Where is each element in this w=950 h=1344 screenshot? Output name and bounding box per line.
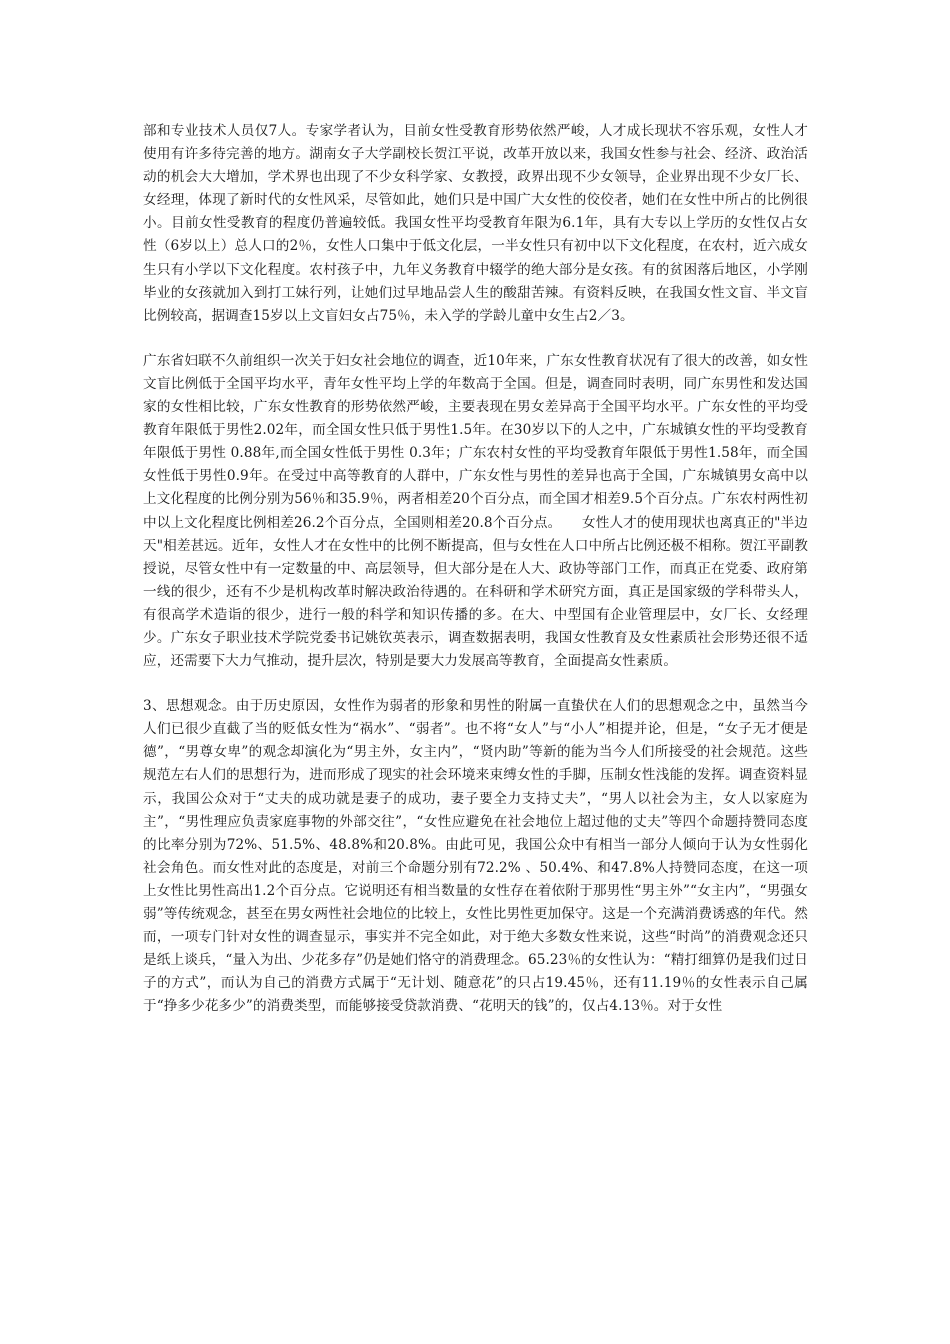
paragraph-guangdong-survey: 广东省妇联不久前组织一次关于妇女社会地位的调查，近10年来，广东女性教育状况有了很大的改善，如女性文盲比例低于全国平均水平，青年女性平均上学的年数高于全国。但是，调查同时表明，同广东男性和发达国家的女性相比较，广东女性教育的形势依然严峻，主要表现在男女差异高于全国平均水平。广东女性的平均受教育年限低于男性2.02年，而全国女性只低于男性1.5年。在30岁以下的人之中，广东城镇女性的平均受教育年限低于男性 0.88年,而全国女性低于男性 0.3年；广东农村女性的平均受教育年限低于男性1.58年，而全国女性低于男性0.9年。在受过中高等教育的人群中，广东女性与男性的差异也高于全国，广东城镇男女高中以上文化程度的比例分别为56％和35.9％，两者相差20个百分点，而全国才相差9.5个百分点。广东农村两性初中以上文化程度比例相差26.2个百分点，全国则相差20.8个百分点。 女性人才的使用现状也离真正的"半边天"相差甚远。近年，女性人才在女性中的比例不断提高，但与女性在人口中所占比例还极不相称。贺江平副教授说，尽管女性中有一定数量的中、高层领导，但大部分是在人大、政协等部门工作，而真正在党委、政府第一线的很少，还有不少是机构改革时解决政治待遇的。在科研和学术研究方面，真正是国家级的学科带头人，有很高学术造诣的很少，进行一般的科学和知识传播的多。在大、中型国有企业管理层中，女厂长、女经理少。广东女子职业技术学院党委书记姚钦英表示，调查数据表明，我国女性教育及女性素质社会形势还很不适应，还需要下大力气推动，提升层次，特别是要大力发展高等教育，全面提高女性素质。: [143, 352, 808, 670]
paragraph-spacer: [143, 328, 808, 350]
paragraph-ideology: 3、思想观念。由于历史原因，女性作为弱者的形象和男性的附属一直蛰伏在人们的思想观念之中，虽然当今人们已很少直截了当的贬低女性为“祸水”、“弱者”。也不将“女人”与“小人”相提并论，但是，“女子无才便是德”，“男尊女卑”的观念却演化为“男主外，女主内”，“贤内助”等新的能为当今人们所接受的社会规范。这些规范左右人们的思想行为，进而形成了现实的社会环境来束缚女性的手脚，压制女性浅能的发挥。调查资料显示，我国公众对于“丈夫的成功就是妻子的成功，妻子要全力支持丈夫”，“男人以社会为主，女人以家庭为主”，“男性理应负责家庭事物的外部交往”，“女性应避免在社会地位上超过他的丈夫”等四个命题持赞同态度的比率分别为72%、51.5%、48.8%和20.8%。由此可见，我国公众中有相当一部分人倾向于认为女性弱化社会角色。而女性对此的态度是，对前三个命题分别有72.2% 、50.4%、和47.8%人持赞同态度，在这一项上女性比男性高出1.2个百分点。它说明还有相当数量的女性存在着依附于那男性“男主外”“女主内”，“男强女弱”等传统观念，甚至在男女两性社会地位的比较上，女性比男性更加保守。这是一个充满消费诱惑的年代。然而，一项专门针对女性的调查显示，事实并不完全如此，对于绝大多数女性来说，这些“时尚”的消费观念还只是纸上谈兵，“量入为出、少花多存”仍是她们恪守的消费理念。65.23％的女性认为：“精打细算仍是我们过日子的方式”，而认为自己的消费方式属于“无计划、随意花”的只占19.45％，还有11.19％的女性表示自己属于“挣多少花多少”的消费类型，而能够接受贷款消费、“花明天的钱”的，仅占4.13％。对于女性: [143, 698, 809, 1015]
paragraph-education-status: 部和专业技术人员仅7人。专家学者认为，目前女性受教育形势依然严峻，人才成长现状不容乐观，女性人才使用有许多待完善的地方。湖南女子大学副校长贺江平说，改革开放以来，我国女性参与社会、经济、政治活动的机会大大增加，学术界也出现了不少女科学家、女教授，政界出现不少女领导，企业界出现不少女厂长、女经理，体现了新时代的女性风采，尽管如此，她们只是中国广大女性的佼佼者，她们在女性中所占的比例很小。目前女性受教育的程度仍普遍较低。我国女性平均受教育年限为6.1年，具有大专以上学历的女性仅占女性（6岁以上）总人口的2％，女性人口集中于低文化层，一半女性只有初中以下文化程度，在农村，近六成女生只有小学以下文化程度。农村孩子中，九年义务教育中辍学的绝大部分是女孩。有的贫困落后地区，小学刚毕业的女孩就加入到打工妹行列，让她们过早地品尝人生的酸甜苦辣。有资料反映，在我国女性文盲、半文盲比例较高，据调查15岁以上文盲妇女占75％，未入学的学龄儿童中女生占2／3。: [143, 123, 808, 324]
document-page: [143, 120, 808, 1018]
paragraph-spacer: [143, 673, 808, 695]
